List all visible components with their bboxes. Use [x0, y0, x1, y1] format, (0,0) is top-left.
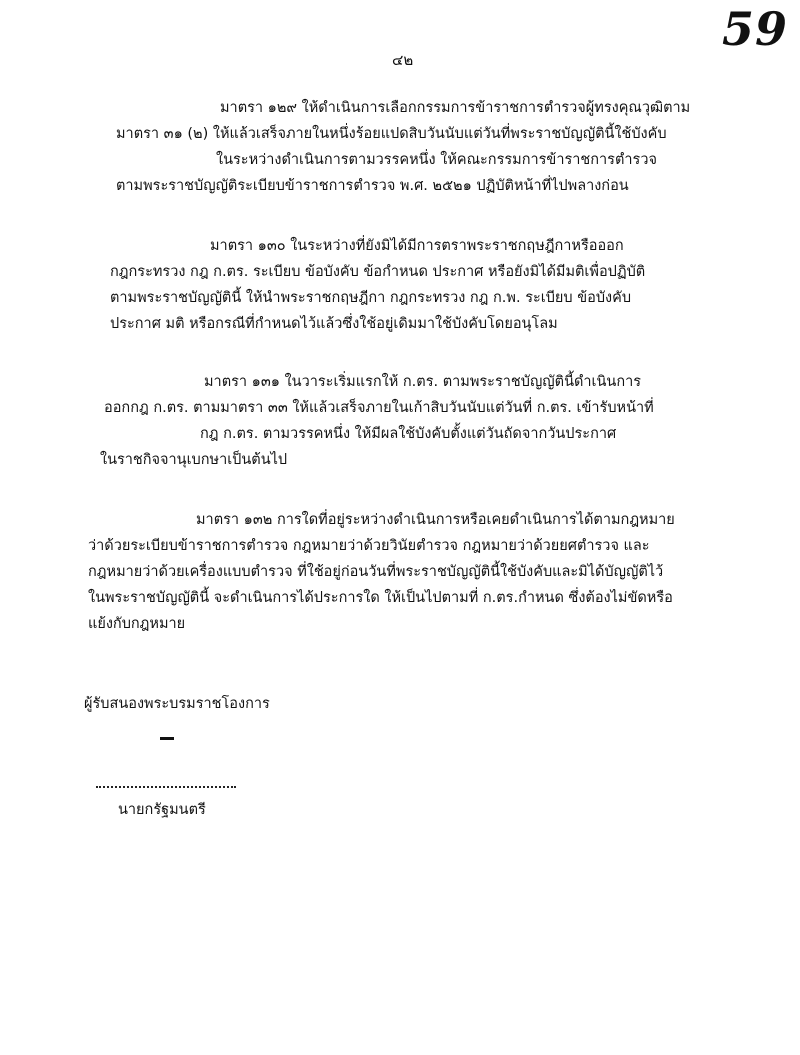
section-129-line-1: มาตรา ๑๒๙ ให้ดำเนินการเลือกกรรมการข้าราชการตำรวจผู้ทรงคุณวุฒิตาม	[220, 100, 691, 116]
section-131-line-1: มาตรา ๑๓๑ ในวาระเริ่มแรกให้ ก.ตร. ตามพระราชบัญญัตินี้ดำเนินการ	[204, 374, 642, 390]
section-132-line-1: มาตรา ๑๓๒ การใดที่อยู่ระหว่างดำเนินการหรือเคยดำเนินการได้ตามกฎหมาย	[196, 512, 675, 528]
section-129-line-2: มาตรา ๓๑ (๒) ให้แล้วเสร็จภายในหนึ่งร้อยแปดสิบวันนับแต่วันที่พระราชบัญญัตินี้ใช้บังคับ	[116, 126, 667, 142]
section-132-line-2: ว่าด้วยระเบียบข้าราชการตำรวจ กฎหมายว่าด้วยวินัยตำรวจ กฎหมายว่าด้วยยศตำรวจ และ	[88, 538, 650, 554]
section-129-line-4: ตามพระราชบัญญัติระเบียบข้าราชการตำรวจ พ.ศ. ๒๕๒๑ ปฏิบัติหน้าที่ไปพลางก่อน	[116, 178, 629, 194]
signatory-title: นายกรัฐมนตรี	[118, 802, 206, 818]
section-132-line-5: แย้งกับกฎหมาย	[88, 616, 186, 632]
section-129-line-3: ในระหว่างดำเนินการตามวรรคหนึ่ง ให้คณะกรรมการข้าราชการตำรวจ	[216, 152, 657, 168]
section-131-line-3: กฎ ก.ตร. ตามวรรคหนึ่ง ให้มีผลใช้บังคับตั้งแต่วันถัดจากวันประกาศ	[200, 426, 617, 442]
section-131-line-2: ออกกฎ ก.ตร. ตามมาตรา ๓๓ ให้แล้วเสร็จภายในเก้าสิบวันนับแต่วันที่ ก.ตร. เข้ารับหน้าที่	[104, 400, 654, 416]
section-130-line-4: ประกาศ มติ หรือกรณีที่กำหนดไว้แล้วซึ่งใช้อยู่เดิมมาใช้บังคับโดยอนุโลม	[110, 316, 558, 332]
section-130-line-2: กฎกระทรวง กฎ ก.ตร. ระเบียบ ข้อบังคับ ข้อกำหนด ประกาศ หรือยังมิได้มีมติเพื่อปฏิบัติ	[110, 264, 646, 280]
page-number: ๔๒	[392, 51, 414, 69]
section-132-line-3: กฎหมายว่าด้วยเครื่องแบบตำรวจ ที่ใช้อยู่ก่อนวันที่พระราชบัญญัตินี้ใช้บังคับและมิได้บัญญัติไว้	[88, 564, 664, 580]
section-130-line-1: มาตรา ๑๓๐ ในระหว่างที่ยังมิได้มีการตราพระราชกฤษฎีกาหรือออก	[210, 238, 624, 254]
section-131-line-4: ในราชกิจจานุเบกษาเป็นต้นไป	[100, 452, 288, 468]
countersign-label: ผู้รับสนองพระบรมราชโองการ	[84, 696, 270, 712]
section-130-line-3: ตามพระราชบัญญัตินี้ ให้นำพระราชกฤษฎีกา กฎกระทรวง กฎ ก.พ. ระเบียบ ข้อบังคับ	[110, 290, 632, 306]
section-132-line-4: ในพระราชบัญญัตินี้ จะดำเนินการได้ประการใด ให้เป็นไปตามที่ ก.ตร.กำหนด ซึ่งต้องไม่ขัดหรือ	[88, 590, 673, 606]
handwritten-page-number: 59	[722, 2, 789, 56]
signature-mark	[160, 737, 174, 740]
signature-dotted-line	[96, 786, 236, 788]
